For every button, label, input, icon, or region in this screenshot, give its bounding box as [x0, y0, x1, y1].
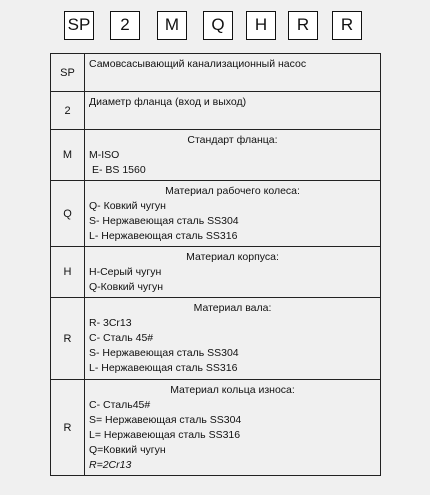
- code-box-q: Q: [203, 11, 233, 40]
- row-line: C- Сталь 45#: [89, 332, 154, 344]
- row-line: L= Нержавеющая сталь SS316: [89, 429, 241, 441]
- row-line: H-Серый чугун: [89, 266, 162, 278]
- row-line: S- Нержавеющая сталь SS304: [89, 215, 239, 227]
- code-box-r2: R: [332, 11, 362, 40]
- row-code: R: [51, 298, 85, 380]
- row-line: S- Нержавеющая сталь SS304: [89, 347, 239, 359]
- row-line: R- 3Cr13: [89, 317, 132, 329]
- code-box-2: 2: [110, 11, 140, 40]
- row-code: H: [51, 247, 85, 298]
- row-code: Q: [51, 181, 85, 247]
- row-line: Q-Ковкий чугун: [89, 281, 164, 293]
- table-row: [51, 380, 381, 476]
- row-description: [85, 130, 381, 181]
- row-line: Q- Ковкий чугун: [89, 200, 166, 212]
- row-line: L- Нержавеющая сталь SS316: [89, 230, 238, 242]
- row-code: R: [51, 380, 85, 476]
- table-row: [51, 181, 381, 247]
- row-line: R=2Cr13: [89, 459, 132, 471]
- row-title: Материал корпуса:: [186, 251, 279, 263]
- code-box-r1: R: [288, 11, 318, 40]
- model-spec-table: [50, 53, 381, 476]
- row-description: [85, 92, 381, 130]
- row-code: 2: [51, 92, 85, 130]
- row-code: M: [51, 130, 85, 181]
- row-line: M-ISO: [89, 149, 120, 161]
- row-description: [85, 54, 381, 92]
- row-code: SP: [51, 54, 85, 92]
- row-line: L- Нержавеющая сталь SS316: [89, 362, 238, 374]
- table-row: [51, 92, 381, 130]
- model-code-row: [0, 0, 430, 50]
- row-title: Материал рабочего колеса:: [165, 185, 300, 197]
- row-line: Диаметр фланца (вход и выход): [89, 96, 247, 108]
- row-title: Материал кольца износа:: [170, 384, 295, 396]
- row-title: Стандарт фланца:: [187, 134, 278, 146]
- row-line: Самовсасывающий канализационный насос: [89, 58, 307, 70]
- row-description: [85, 380, 381, 476]
- row-line: C- Сталь45#: [89, 399, 151, 411]
- row-line: E- BS 1560: [92, 164, 146, 176]
- row-line: Q=Ковкий чугун: [89, 444, 166, 456]
- table-row: [51, 298, 381, 380]
- table-row: [51, 54, 381, 92]
- row-description: [85, 181, 381, 247]
- row-title: Материал вала:: [193, 302, 272, 314]
- row-description: [85, 247, 381, 298]
- row-description: [85, 298, 381, 380]
- row-line: S= Нержавеющая сталь SS304: [89, 414, 242, 426]
- code-box-h: H: [246, 11, 276, 40]
- code-box-sp: SP: [64, 11, 94, 40]
- table-row: [51, 130, 381, 181]
- code-box-m: M: [157, 11, 187, 40]
- table-row: [51, 247, 381, 298]
